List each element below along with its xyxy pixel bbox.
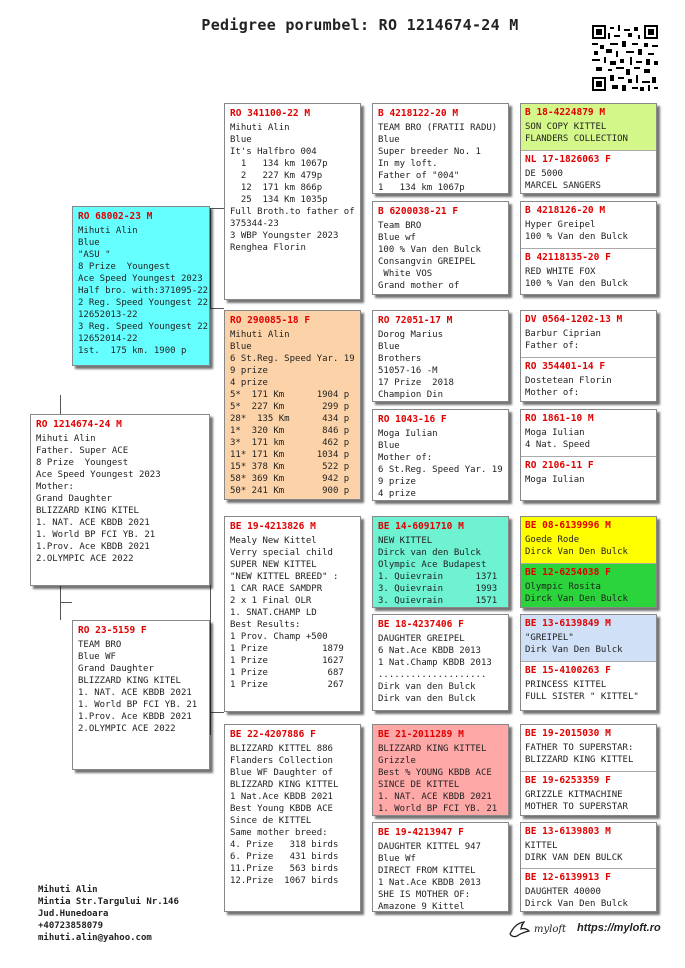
gg-grandparent-pair[interactable] [520,409,657,501]
info-line: Moga Iulian [525,475,585,485]
info-line: 12.Prize 1067 birds [230,876,339,886]
ring-number: B 42118135-20 F [525,252,611,263]
grandparent-card[interactable] [224,103,361,300]
ring-number: B 4218126-20 M [525,205,606,216]
info-line: Dostetean Florin [525,376,612,386]
info-line: 11* 171 Km 1034 p [230,450,350,460]
info-line: 1 CAR RACE SAMDPR [230,584,323,594]
info-line: Ace Speed Youngest 2023 [78,274,203,284]
info-line: 8 Prize Youngest [78,262,171,272]
ring-number: BE 12-6139913 F [525,872,611,883]
info-line: 2 227 Km 479p [230,171,323,181]
info-line: Verry special child [230,548,333,558]
info-line: Mihuti Alin [230,330,290,340]
info-line: 28* 135 Km 434 p [230,414,350,424]
info-line: Mintia Str.Targului Nr.146 [38,897,179,907]
ring-number: BE 14-6091710 M [378,521,464,532]
owner-address [38,884,179,944]
info-line: Blue WF [78,652,116,662]
ring-number: BE 21-2011289 M [378,729,464,740]
info-line: In my loft. [378,159,438,169]
info-line: Best % YOUNG KBDB ACE [378,768,492,778]
info-line: Ace Speed Youngest 2023 [36,470,161,480]
info-line: 5* 171 Km 1904 p [230,390,350,400]
info-line: It's Halfbro 004 [230,147,317,157]
page-title: Pedigree porumbel: RO 1214674-24 M [201,16,519,34]
great-grandparent-card[interactable] [372,201,509,295]
info-line: Moga Iulian [378,429,438,439]
info-line: 6 St.Reg. Speed Yar. 19 [230,354,355,364]
info-line: 1* 320 Km 846 p [230,426,350,436]
info-line: 17 Prize 2018 [378,378,454,388]
info-line: 1. World BP FCI YB. 21 [78,700,198,710]
logo-text: myloft [534,923,567,935]
website-link[interactable]: https://myloft.ro [577,922,661,934]
info-line: 1. SNAT.CHAMP LD [230,608,317,618]
ring-number: BE 19-4213947 F [378,827,464,838]
info-line: Since de KITTEL [230,816,312,826]
info-line: 4 prize [230,378,268,388]
info-line: Dorog Marius [378,330,444,340]
info-line: Mihuti Alin [36,434,96,444]
info-line: White VOS [378,269,433,279]
info-line: DIRECT FROM KITTEL [378,866,476,876]
info-line: FATHER TO SUPERSTAR: [525,743,634,753]
info-line: 1. World BP FCI YB. 21 [36,530,156,540]
info-line: +40723858079 [38,921,104,931]
info-line: FULL SISTER " KITTEL" [525,692,639,702]
qr-code-icon [592,24,658,92]
great-grandparent-card[interactable] [372,724,509,816]
info-line: Consangvin GREIPEL [378,257,476,267]
info-line: 12652014-22 [78,334,138,344]
myloft-logo [508,920,566,938]
gg-grandparent-pair[interactable] [520,201,657,295]
info-line: Mother: [36,482,74,492]
info-line: Dirk van den Bulck [378,682,476,692]
info-line: Best Young KBDB ACE [230,804,333,814]
info-line: PRINCESS KITTEL [525,680,607,690]
great-grandparent-card[interactable] [372,822,509,912]
info-line: Team BRO [378,221,422,231]
ring-number: B 18-4224879 M [525,107,606,118]
info-line: 4 Nat. Speed [525,440,591,450]
ring-number: RO 2106-11 F [525,460,594,471]
info-line: 1. NAT. ACE KBDB 2021 [36,518,150,528]
pigeon-logo-icon [508,920,530,938]
ring-number: RO 354401-14 F [525,361,606,372]
info-line: 6 St.Reg. Speed Yar. 19 [378,465,503,475]
info-line: mihuti.alin@yahoo.com [38,933,152,943]
ring-number: RO 72051-17 M [378,315,453,326]
grandparent-card[interactable] [224,724,361,912]
ring-number: RO 341100-22 M [230,108,311,119]
ring-number: BE 12-6254038 F [525,567,611,578]
connector [210,208,224,209]
connector [210,208,211,308]
info-line: 2.OLYMPIC ACE 2022 [78,724,176,734]
info-line: Best Results: [230,620,301,630]
info-line: 9 prize [378,477,416,487]
info-line: BLIZZARD KING KITEL [78,676,181,686]
info-line: 1 134 km 1067p [230,159,328,169]
info-line: 1 Nat.Champ KBDB 2013 [378,658,492,668]
info-line: Dirck Van Den Bulck [525,594,628,604]
info-line: 2 Reg. Speed Youngest 22 [78,298,209,308]
info-line: KITTEL [525,841,558,851]
info-line: 1 Prize 1879 [230,644,344,654]
info-line: Dirck van den Bulck [378,548,481,558]
info-line: 51057-16 -M [378,366,438,376]
great-grandparent-card[interactable] [372,103,509,194]
ring-number: BE 18-4237406 F [378,619,464,630]
ring-number: BE 13-6139803 M [525,826,611,837]
ring-number: RO 1043-16 F [378,414,447,425]
info-line: 1. NAT. ACE KBDB 2021 [78,688,192,698]
info-line: 1 134 km 1067p [378,183,465,193]
great-grandparent-card[interactable] [372,409,509,501]
info-line: RED WHITE FOX [525,267,596,277]
info-line: Jud.Hunedoara [38,909,109,919]
grandparent-card[interactable] [224,310,361,500]
info-line: Blue [230,342,252,352]
info-line: 1 Nat.Ace KBDB 2021 [230,792,333,802]
grandparent-card[interactable] [224,516,361,712]
info-line: 375344-23 [230,219,279,229]
info-line: Father of "004" [378,171,460,181]
info-line: 3. Quievrain 1993 [378,584,498,594]
info-line: 12 171 km 866p [230,183,323,193]
ring-number: BE 19-4213826 M [230,521,316,532]
info-line: 1. Quievrain 1371 [378,572,498,582]
ring-number: BE 13-6139849 M [525,618,611,629]
info-line: Father. Super ACE [36,446,129,456]
gg-grandparent-pair[interactable] [520,310,657,402]
info-line: Mihuti Alin [38,885,98,895]
ring-number: B 4218122-20 M [378,108,459,119]
info-line: 1. World BP FCI YB. 21 [378,804,498,814]
info-line: Mother of: [378,453,433,463]
info-line: 3. Quievrain 1571 [378,596,498,606]
info-line: Blue [378,135,400,145]
info-line: Olympic Ace Budapest [378,560,487,570]
info-line: 6. Prize 431 birds [230,852,339,862]
ring-number: RO 23-5159 F [78,625,147,636]
info-line: Moga Iulian [525,428,585,438]
info-line: Same mother breed: [230,828,328,838]
info-line: Flanders Collection [230,756,333,766]
info-line: 12652013-22 [78,310,138,320]
connector [60,395,61,415]
info-line: 1st. 175 km. 1900 p [78,346,187,356]
info-line: NEW KITTEL [378,536,433,546]
info-line: 100 % Van den Bulck [378,245,481,255]
info-line: Grand Daughter [36,494,112,504]
info-line: MARCEL SANGERS [525,181,601,191]
info-line: 25 134 Km 1035p [230,195,328,205]
info-line: 6 Nat.Ace KBDB 2013 [378,646,481,656]
ring-number: RO 68002-23 M [78,211,153,222]
info-line: Goede Rode [525,535,580,545]
info-line: Super breeder No. 1 [378,147,481,157]
info-line: 15* 378 Km 522 p [230,462,350,472]
info-line: 1 Prov. Champ +500 [230,632,328,642]
info-line: "NEW KITTEL BREED" : [230,572,339,582]
info-line: 5* 227 Km 299 p [230,402,350,412]
info-line: 58* 369 Km 942 p [230,474,350,484]
info-line: Dirk van den Bulck [378,694,476,704]
info-line: BLIZZARD KING KITTEL [378,744,487,754]
info-line: 3 Reg. Speed Youngest 22 [78,322,209,332]
info-line: Barbur Ciprian [525,329,601,339]
info-line: SUPER NEW KITTEL [230,560,317,570]
info-line: Blue [378,342,400,352]
info-line: Grand Daughter [78,664,154,674]
info-line: Blue Wf [378,854,416,864]
info-line: 1 Prize 687 [230,668,344,678]
info-line: "ASU " [78,250,111,260]
info-line: 100 % Van den Bulck [525,279,628,289]
info-line: DE 5000 [525,169,563,179]
info-line: 1 Prize 267 [230,680,344,690]
info-line: SINCE DE KITTEL [378,780,460,790]
info-line: 3 WBP Youngster 2023 [230,231,339,241]
ring-number: BE 08-6139996 M [525,520,611,531]
info-line: 8 Prize Youngest [36,458,129,468]
ring-number: BE 19-2015030 M [525,728,611,739]
connector [60,602,72,603]
ring-number: BE 19-6253359 F [525,775,611,786]
info-line: .................... [378,670,487,680]
info-line: 2 x 1 Final OLR [230,596,312,606]
ring-number: DV 0564-1202-13 M [525,314,623,325]
gg-grandparent-pair[interactable] [520,822,657,912]
info-line: TEAM BRO (FRATII RADU) [378,123,498,133]
info-line: Blue WF Daughter of [230,768,333,778]
info-line: BLIZZARD KING KITEL [36,506,139,516]
info-line: Grand mother of [378,281,460,291]
info-line: Brothers [378,354,422,364]
info-line: Father of: [525,341,580,351]
info-line: Dirck Van Den Bulck [525,899,628,909]
info-line: 1. NAT. ACE KBDB 2021 [378,792,492,802]
info-line: Dirk Van Den Bulck [525,645,623,655]
info-line: Mihuti Alin [230,123,290,133]
info-line: 50* 241 Km 900 p [230,486,350,496]
ring-number: RO 290085-18 F [230,315,311,326]
info-line: 1.Prov. Ace KBDB 2021 [78,712,192,722]
great-grandparent-card[interactable] [372,516,509,608]
ring-number: BE 15-4100263 F [525,665,611,676]
info-line: TEAM BRO [78,640,122,650]
info-line: MOTHER TO SUPERSTAR [525,802,628,812]
info-line: 3* 171 km 462 p [230,438,350,448]
gg-grandparent-pair[interactable] [520,724,657,816]
gg-grandparent-pair[interactable] [520,614,657,711]
info-line: 4. Prize 318 birds [230,840,339,850]
ring-number: B 6200038-21 F [378,206,459,217]
info-line: Grizzle [378,756,416,766]
info-line: FLANDERS COLLECTION [525,134,628,144]
info-line: 11.Prize 563 birds [230,864,339,874]
info-line: Champion Din [378,390,444,400]
info-line: Hyper Greipel [525,220,596,230]
info-line: Blue [78,238,100,248]
ring-number: RO 1214674-24 M [36,419,122,430]
great-grandparent-card[interactable] [372,310,509,402]
info-line: DAUGHTER 40000 [525,887,601,897]
info-line: 2.OLYMPIC ACE 2022 [36,554,134,564]
info-line: 1 Prize 1627 [230,656,344,666]
info-line: Half bro. with:371095-22 [78,286,209,296]
great-grandparent-card[interactable] [372,614,509,711]
info-line: 9 prize [230,366,268,376]
info-line: 100 % Van den Bulck [525,232,628,242]
connector [210,712,224,713]
info-line: Blue [378,441,400,451]
info-line: Full Broth.to father of [230,207,355,217]
info-line: Mother of: [525,388,580,398]
info-line: 1 Nat.Ace KBDB 2013 [378,878,481,888]
info-line: DIRK VAN DEN BULCK [525,853,623,863]
info-line: GRIZZLE KITMACHINE [525,790,623,800]
info-line: SON COPY KITTEL [525,122,607,132]
ring-number: NL 17-1826063 F [525,154,611,165]
info-line: DAUGHTER KITTEL 947 [378,842,481,852]
info-line: SHE IS MOTHER OF: [378,890,471,900]
info-line: Dirck Van Den Bulck [525,547,628,557]
info-line: Mealy New Kittel [230,536,317,546]
info-line: Blue [230,135,252,145]
info-line: BLIZZARD KITTEL 886 [230,744,333,754]
connector [210,308,224,309]
ring-number: RO 1861-10 M [525,413,594,424]
gg-grandparent-pair[interactable] [520,103,657,194]
info-line: Renghea Florin [230,243,306,253]
info-line: Mihuti Alin [78,226,138,236]
root-pigeon-card[interactable] [30,414,210,586]
info-line: Olympic Rosita [525,582,601,592]
sire-card[interactable] [72,206,210,366]
info-line: Blue wf [378,233,416,243]
info-line: 1.Prov. Ace KBDB 2021 [36,542,150,552]
info-line: "GREIPEL" [525,633,574,643]
info-line: BLIZZARD KING KITTEL [230,780,339,790]
gg-grandparent-pair[interactable] [520,516,657,608]
info-line: Amazone 9 Kittel [378,902,465,912]
info-line: BLIZZARD KING KITTEL [525,755,634,765]
ring-number: BE 22-4207886 F [230,729,316,740]
dam-card[interactable] [72,620,210,770]
info-line: 4 prize [378,489,416,499]
info-line: DAUGHTER GREIPEL [378,634,465,644]
